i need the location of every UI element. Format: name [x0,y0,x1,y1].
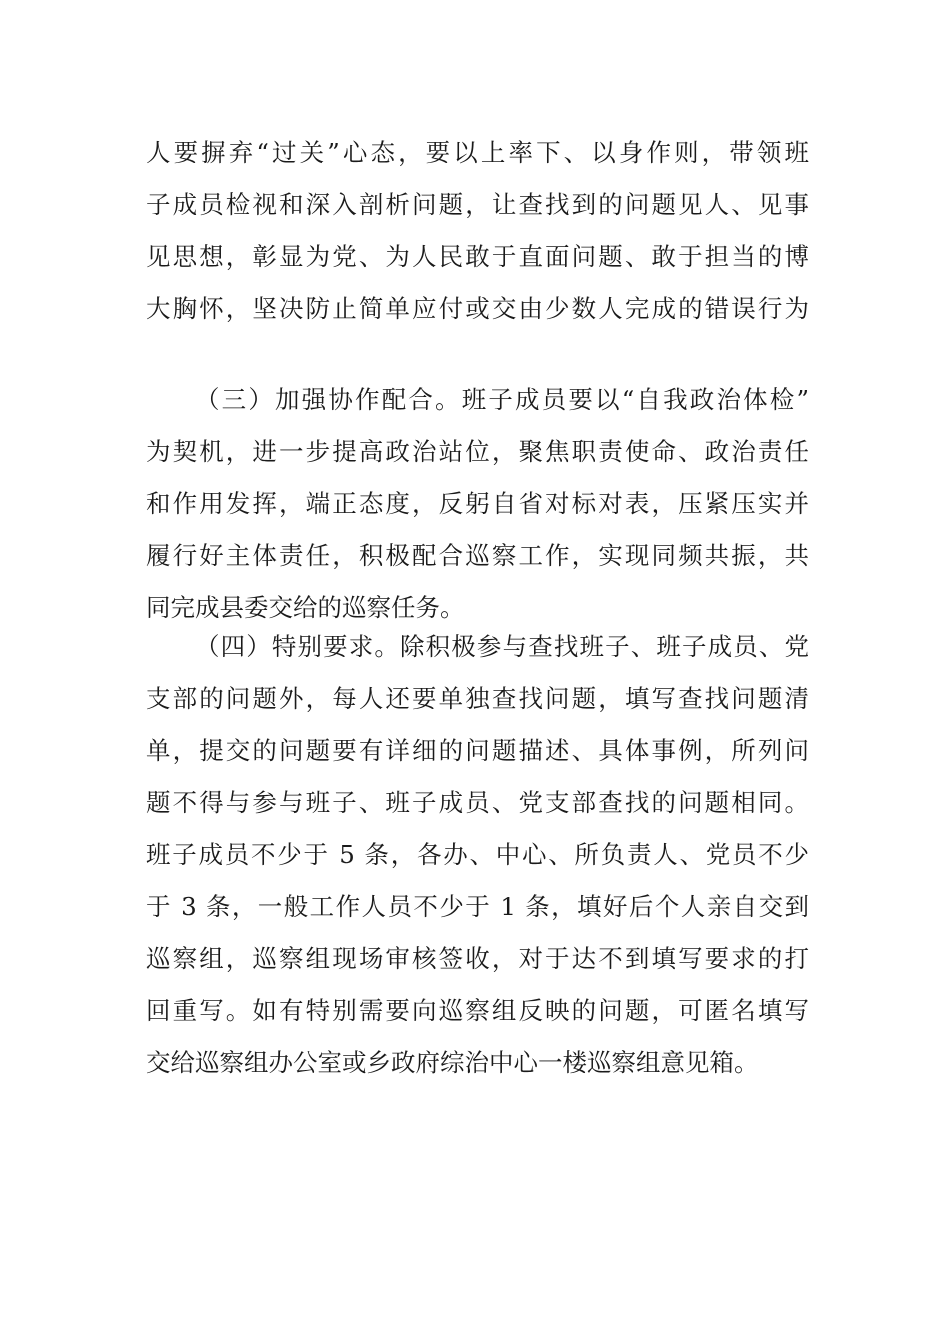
paragraph-line: 交给巡察组办公室或乡政府综治中心一楼巡察组意见箱。 [146,1048,759,1077]
paragraph-line: 人要摒弃“过关”心态，要以上率下、以身作则，带领班 [146,138,809,167]
section-heading-line: （四）特别要求。除积极参与查找班子、班子成员、党 [195,632,809,661]
section-heading-line: （三）加强协作配合。班子成员要以“自我政治体检” [195,385,809,414]
paragraph-line: 回重写。如有特别需要向巡察组反映的问题，可匿名填写 [146,996,809,1025]
paragraph-line: 履行好主体责任，积极配合巡察工作，实现同频共振，共 [146,541,809,570]
paragraph-line: 题不得与参与班子、班子成员、党支部查找的问题相同。 [146,788,809,817]
paragraph-self-examination [146,127,809,335]
paragraph-section-four [146,621,809,1089]
paragraph-line: 支部的问题外，每人还要单独查找问题，填写查找问题清 [146,684,809,713]
paragraph-line: 巡察组，巡察组现场审核签收，对于达不到填写要求的打 [146,944,809,973]
paragraph-line: 见思想，彰显为党、为人民敢于直面问题、敢于担当的博 [146,242,809,271]
paragraph-section-three [146,374,809,634]
paragraph-line: 同完成县委交给的巡察任务。 [146,593,465,622]
paragraph-line: 于 3 条，一般工作人员不少于 1 条，填好后个人亲自交到 [146,892,809,921]
paragraph-line: 为契机，进一步提高政治站位，聚焦职责使命、政治责任 [146,437,809,466]
paragraph-line: 和作用发挥，端正态度，反躬自省对标对表，压紧压实并 [146,489,809,518]
paragraph-line: 大胸怀，坚决防止简单应付或交由少数人完成的错误行为 [146,294,809,323]
paragraph-line: 子成员检视和深入剖析问题，让查找到的问题见人、见事 [146,190,809,219]
paragraph-line: 班子成员不少于 5 条，各办、中心、所负责人、党员不少 [146,840,809,869]
paragraph-line: 单，提交的问题要有详细的问题描述、具体事例，所列问 [146,736,809,765]
